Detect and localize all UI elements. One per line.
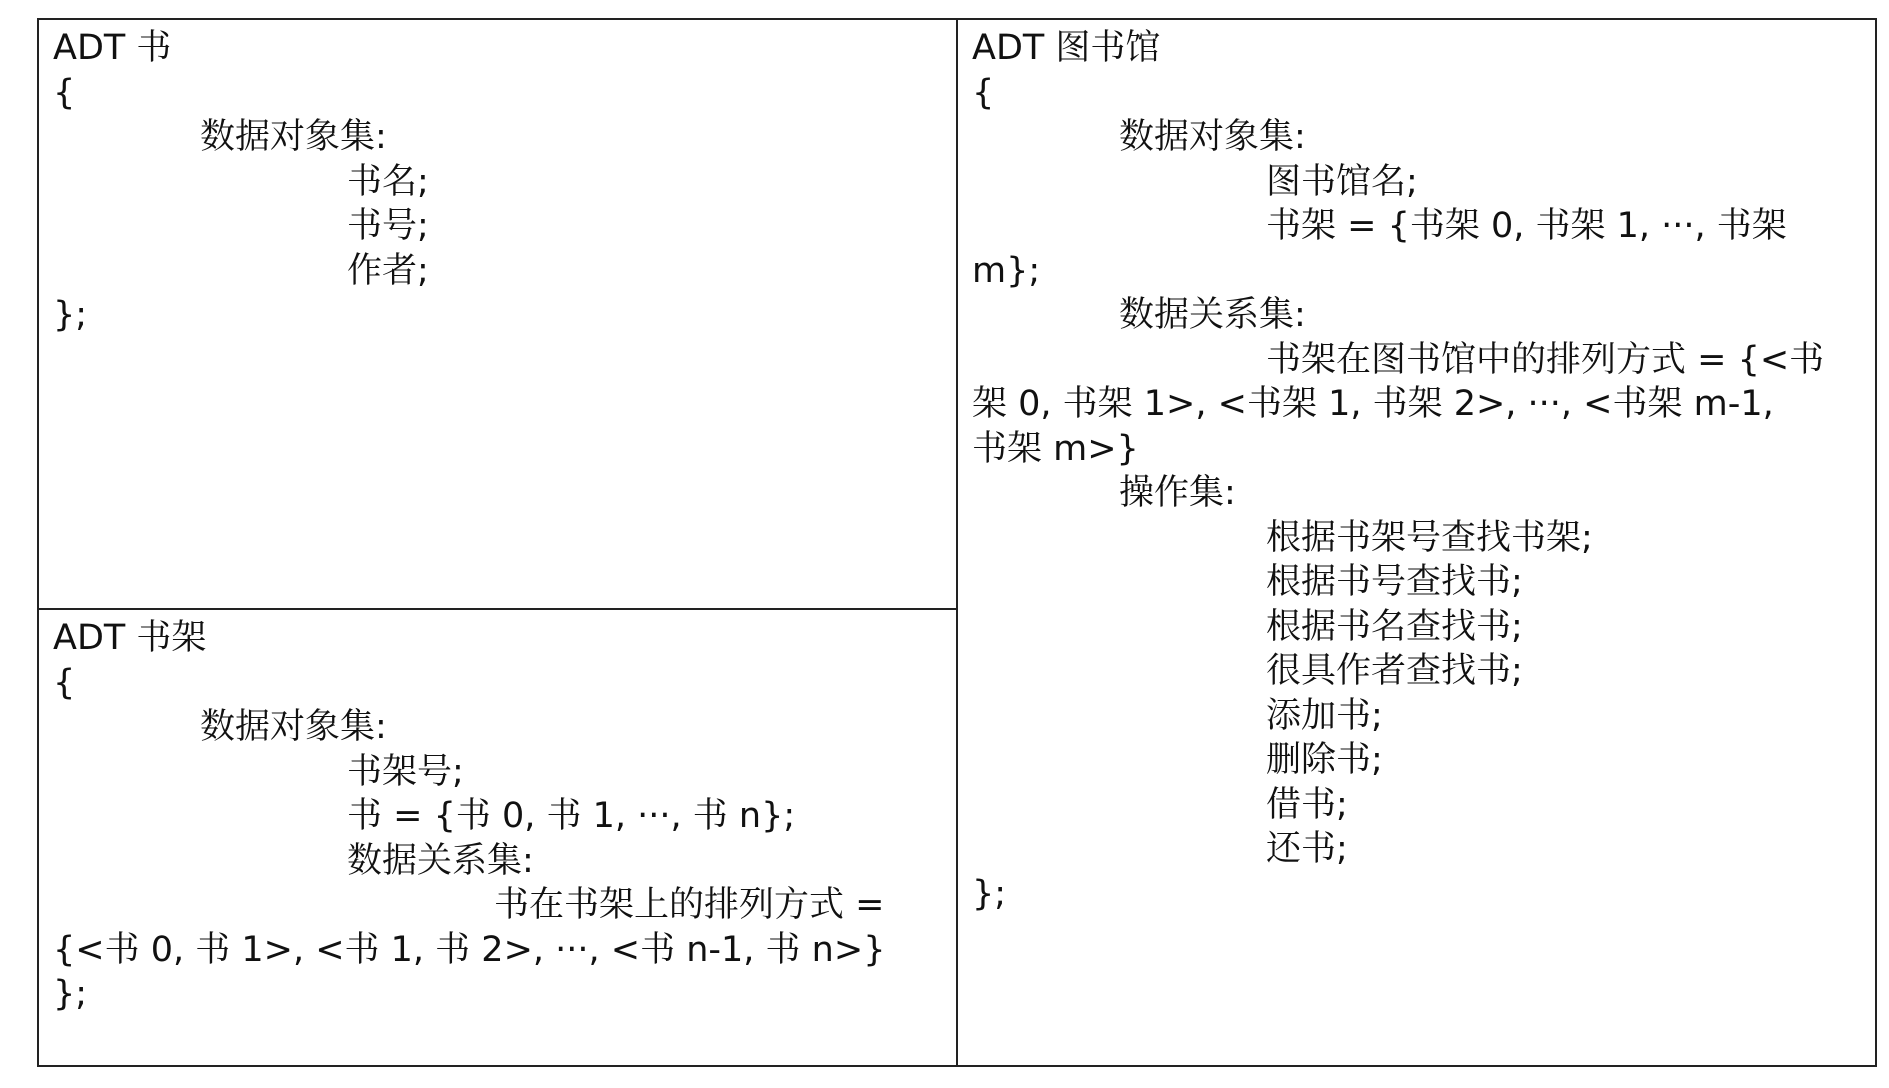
field-line: 书号;: [347, 206, 429, 246]
relation-line: 书架在图书馆中的排列方式 = {<书: [1266, 339, 1825, 380]
adt-book-code: [39, 20, 956, 338]
operation-line: 很具作者查找书;: [1266, 651, 1523, 691]
data-objects-label: 数据对象集:: [200, 117, 387, 157]
data-objects-label: 数据对象集:: [1119, 117, 1306, 157]
operation-line: 添加书;: [1266, 695, 1383, 736]
adt-book-cell: [38, 19, 957, 609]
adt-library-code: [958, 20, 1875, 916]
relation-line-wrap: 架 0, 书架 1>, <书架 1, 书架 2>, ···, <书架 m-1,: [972, 384, 1774, 424]
relation-line-wrap: 书架 m>}: [972, 428, 1139, 469]
relations-label: 数据关系集:: [347, 840, 534, 881]
field-line: 书 = {书 0, 书 1, ···, 书 n};: [347, 796, 796, 836]
field-line: 作者;: [347, 250, 429, 291]
open-brace: {: [53, 72, 76, 113]
adt-library-title: ADT 图书馆: [972, 28, 1161, 68]
field-line-wrap: m};: [972, 250, 1041, 291]
operation-line: 还书;: [1266, 829, 1348, 869]
operation-line: 根据书架号查找书架;: [1266, 517, 1593, 558]
close-brace: };: [972, 873, 1007, 914]
relation-line-wrap: {<书 0, 书 1>, <书 1, 书 2>, ···, <书 n-1, 书 n>}: [53, 929, 886, 970]
data-objects-label: 数据对象集:: [200, 707, 387, 747]
adt-shelf-code: [39, 610, 956, 1017]
open-brace: {: [53, 662, 76, 703]
operation-line: 根据书号查找书;: [1266, 562, 1523, 602]
adt-shelf-cell: [38, 609, 957, 1066]
adt-book-title: ADT 书: [53, 28, 172, 68]
operation-line: 根据书名查找书;: [1266, 606, 1523, 647]
field-line: 书架号;: [347, 751, 464, 792]
field-line: 书名;: [347, 161, 429, 202]
adt-library-cell: [957, 19, 1876, 1066]
close-brace: };: [53, 295, 88, 335]
operations-label: 操作集:: [1119, 473, 1236, 513]
adt-shelf-title: ADT 书架: [53, 618, 207, 658]
operation-line: 删除书;: [1266, 740, 1383, 780]
close-brace: };: [53, 974, 88, 1014]
operation-line: 借书;: [1266, 784, 1348, 825]
relations-label: 数据关系集:: [1119, 295, 1306, 335]
adt-definitions-table: [37, 18, 1877, 1067]
open-brace: {: [972, 72, 995, 113]
field-line: 书架 = {书架 0, 书架 1, ···, 书架: [1266, 206, 1787, 246]
relation-line: 书在书架上的排列方式 =: [494, 885, 885, 925]
field-line: 图书馆名;: [1266, 161, 1418, 202]
